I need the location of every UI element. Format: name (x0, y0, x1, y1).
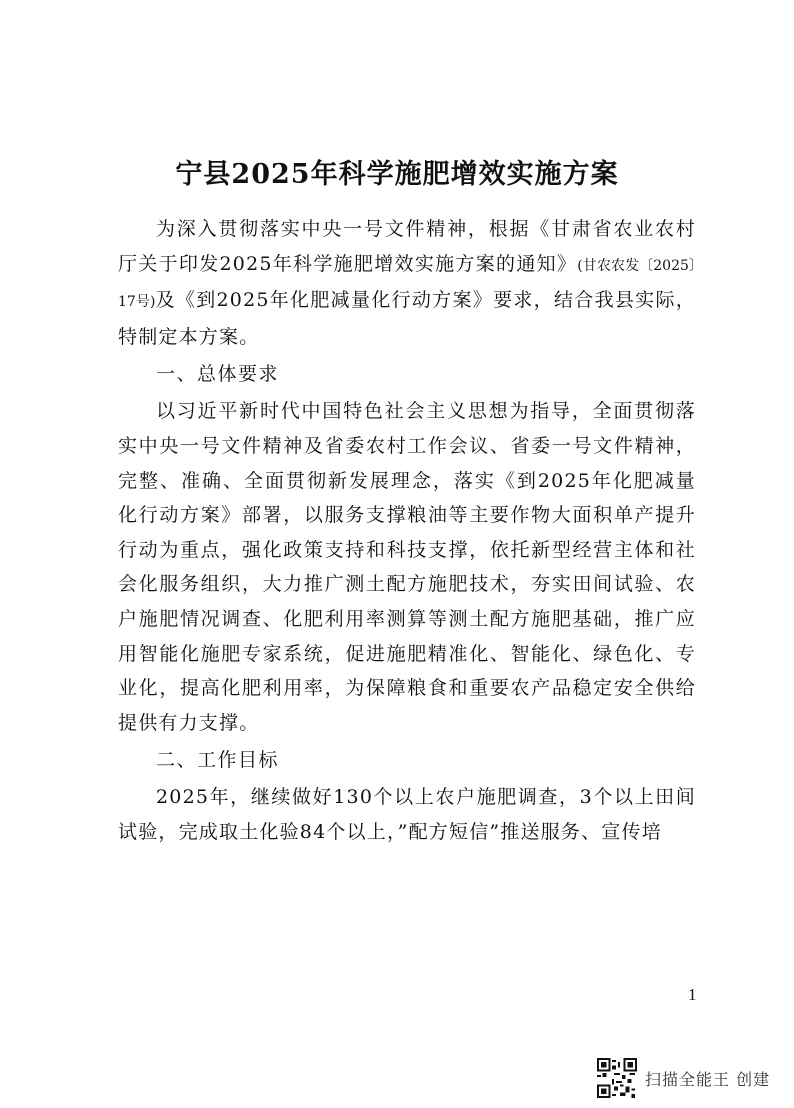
section-heading-general-requirements: 一、总体要求 (156, 363, 280, 386)
work-goals-paragraph: 2025年，继续做好130个以上农户施肥调查，3个以上田间试验，完成取土化验84个以上，”配方短信”推送服务、宣传培 (118, 786, 696, 843)
section-heading-work-goals: 二、工作目标 (156, 749, 280, 772)
page-number: 1 (688, 985, 697, 1004)
document-title: 宁县2025年科学施肥增效实施方案 (175, 159, 619, 190)
watermark-text: 扫描全能王 创建 (645, 1069, 771, 1089)
document-body (118, 212, 696, 850)
general-requirements-paragraph: 以习近平新时代中国特色社会主义思想为指导，全面贯彻落实中央一号文件精神及省委农村工作会议、省委一号文件精神，完整、准确、全面贯彻新发展理念，落实《到2025年化肥减量化行动方案》部署，以服务支撑粮油等主要作物大面积单产提升行动为重点，强化政策支持和科技支撑，依托新型经营主体和社会化服务组织，大力推广测土配方施肥技术，夯实田间试验、农户施肥情况调查、化肥利用率测算等测土配方施肥基础，推广应用智能化施肥专家系统，促进施肥精准化、智能化、绿色化、专业化，提高化肥利用率，为保障粮食和重要农产品稳定安全供给提供有力支撑。 (118, 400, 696, 734)
qr-code-icon (597, 1058, 637, 1098)
intro-paragraph (118, 212, 696, 354)
intro-text-b: 及《到2025年化肥减量化行动方案》要求，结合我县实际，特制定本方案。 (118, 289, 696, 348)
scanner-watermark (597, 1056, 770, 1100)
intro-text-a: 为深入贯彻落实中央一号文件精神，根据《甘肃省农业农村厅关于印发2025年科学施肥增效实施方案的通知》 (118, 218, 696, 275)
intro-document-number: (甘农农发〔2025〕17号) (118, 257, 696, 311)
